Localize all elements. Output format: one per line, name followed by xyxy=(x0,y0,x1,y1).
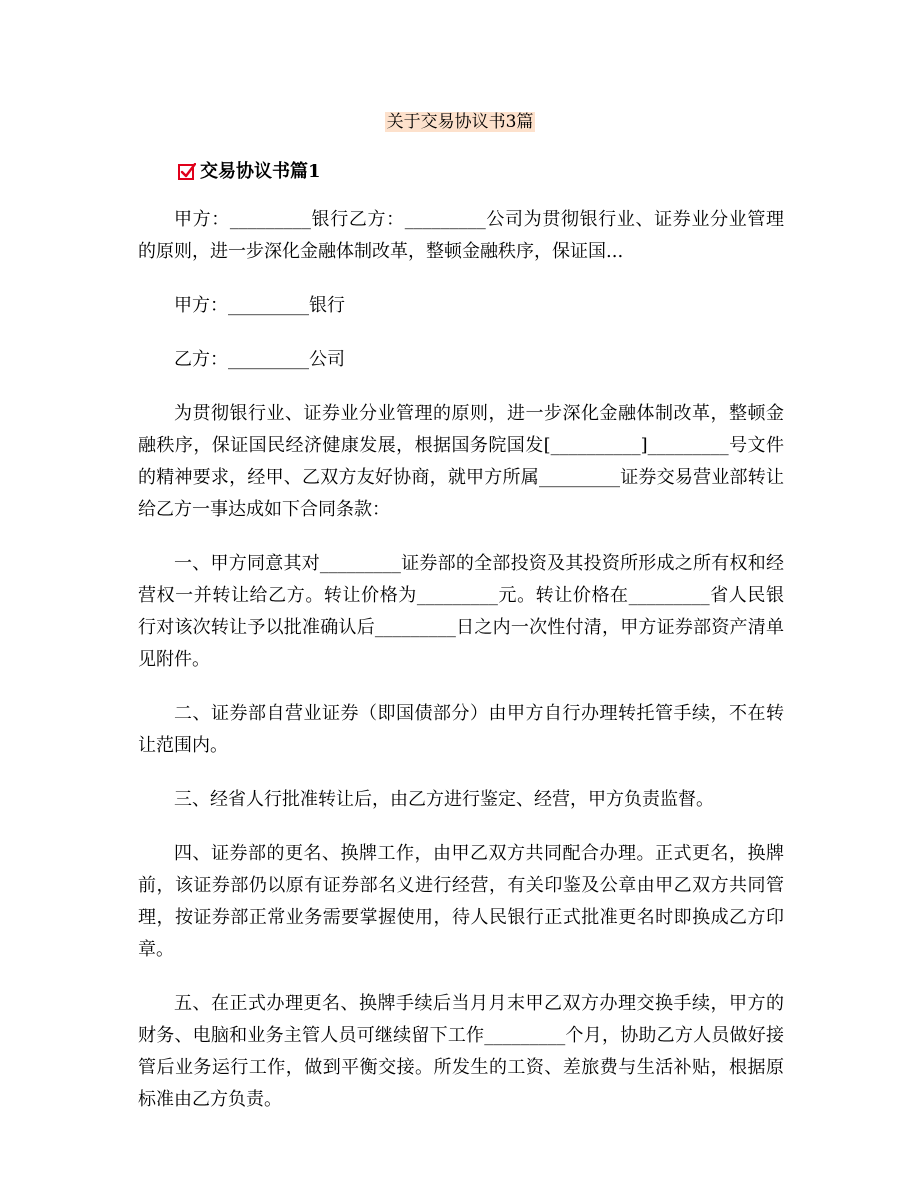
section-heading xyxy=(178,158,321,186)
check-box-icon xyxy=(178,163,196,181)
document-title: 关于交易协议书3篇 xyxy=(386,112,534,132)
paragraph-clause-3: 三、经省人行批准转让后，由乙方进行鉴定、经营，甲方负责监督。 xyxy=(174,789,714,810)
paragraph-party-a: 甲方：_________银行 xyxy=(174,295,345,316)
paragraph-intro: 甲方：_________银行乙方：_________公司为贯彻银行业、证券业分业管理的原则，进一步深化金融体制改革，整顿金融秩序，保证国... xyxy=(138,209,784,262)
section-heading-text: 交易协议书篇1 xyxy=(200,161,321,182)
paragraph-preamble: 为贯彻银行业、证券业分业管理的原则，进一步深化金融体制改革，整顿金融秩序，保证国民经济健康发展，根据国务院国发[__________]_________号文件的精神要求，经甲、乙双方友好协商，就甲方所属_________证券交易营业部转让给乙方一事达成如下合同条款： xyxy=(138,403,784,520)
paragraph-clause-2: 二、证券部自营业证券（即国债部分）由甲方自行办理转托管手续，不在转让范围内。 xyxy=(138,703,784,756)
paragraph-clause-5: 五、在正式办理更名、换牌手续后当月月末甲乙双方办理交换手续，甲方的财务、电脑和业务主管人员可继续留下工作_________个月，协助乙方人员做好接管后业务运行工作，做到平衡交接。所发生的工资、差旅费与生活补贴，根据原标准由乙方负责。 xyxy=(138,993,784,1110)
document-body xyxy=(138,204,784,1138)
document-title-wrapper xyxy=(0,108,920,136)
paragraph-party-b: 乙方：_________公司 xyxy=(174,349,345,370)
paragraph-clause-1: 一、甲方同意其对_________证券部的全部投资及其投资所形成之所有权和经营权一并转让给乙方。转让价格为_________元。转让价格在_________省人民银行对该次转让予以批准确认后_________日之内一次性付清，甲方证券部资产清单见附件。 xyxy=(138,553,784,670)
paragraph-clause-4: 四、证券部的更名、换牌工作，由甲乙双方共同配合办理。正式更名，换牌前，该证券部仍以原有证券部名义进行经营，有关印鉴及公章由甲乙双方共同管理，按证券部正常业务需要掌握使用，待人民银行正式批准更名时即换成乙方印章。 xyxy=(138,843,784,960)
